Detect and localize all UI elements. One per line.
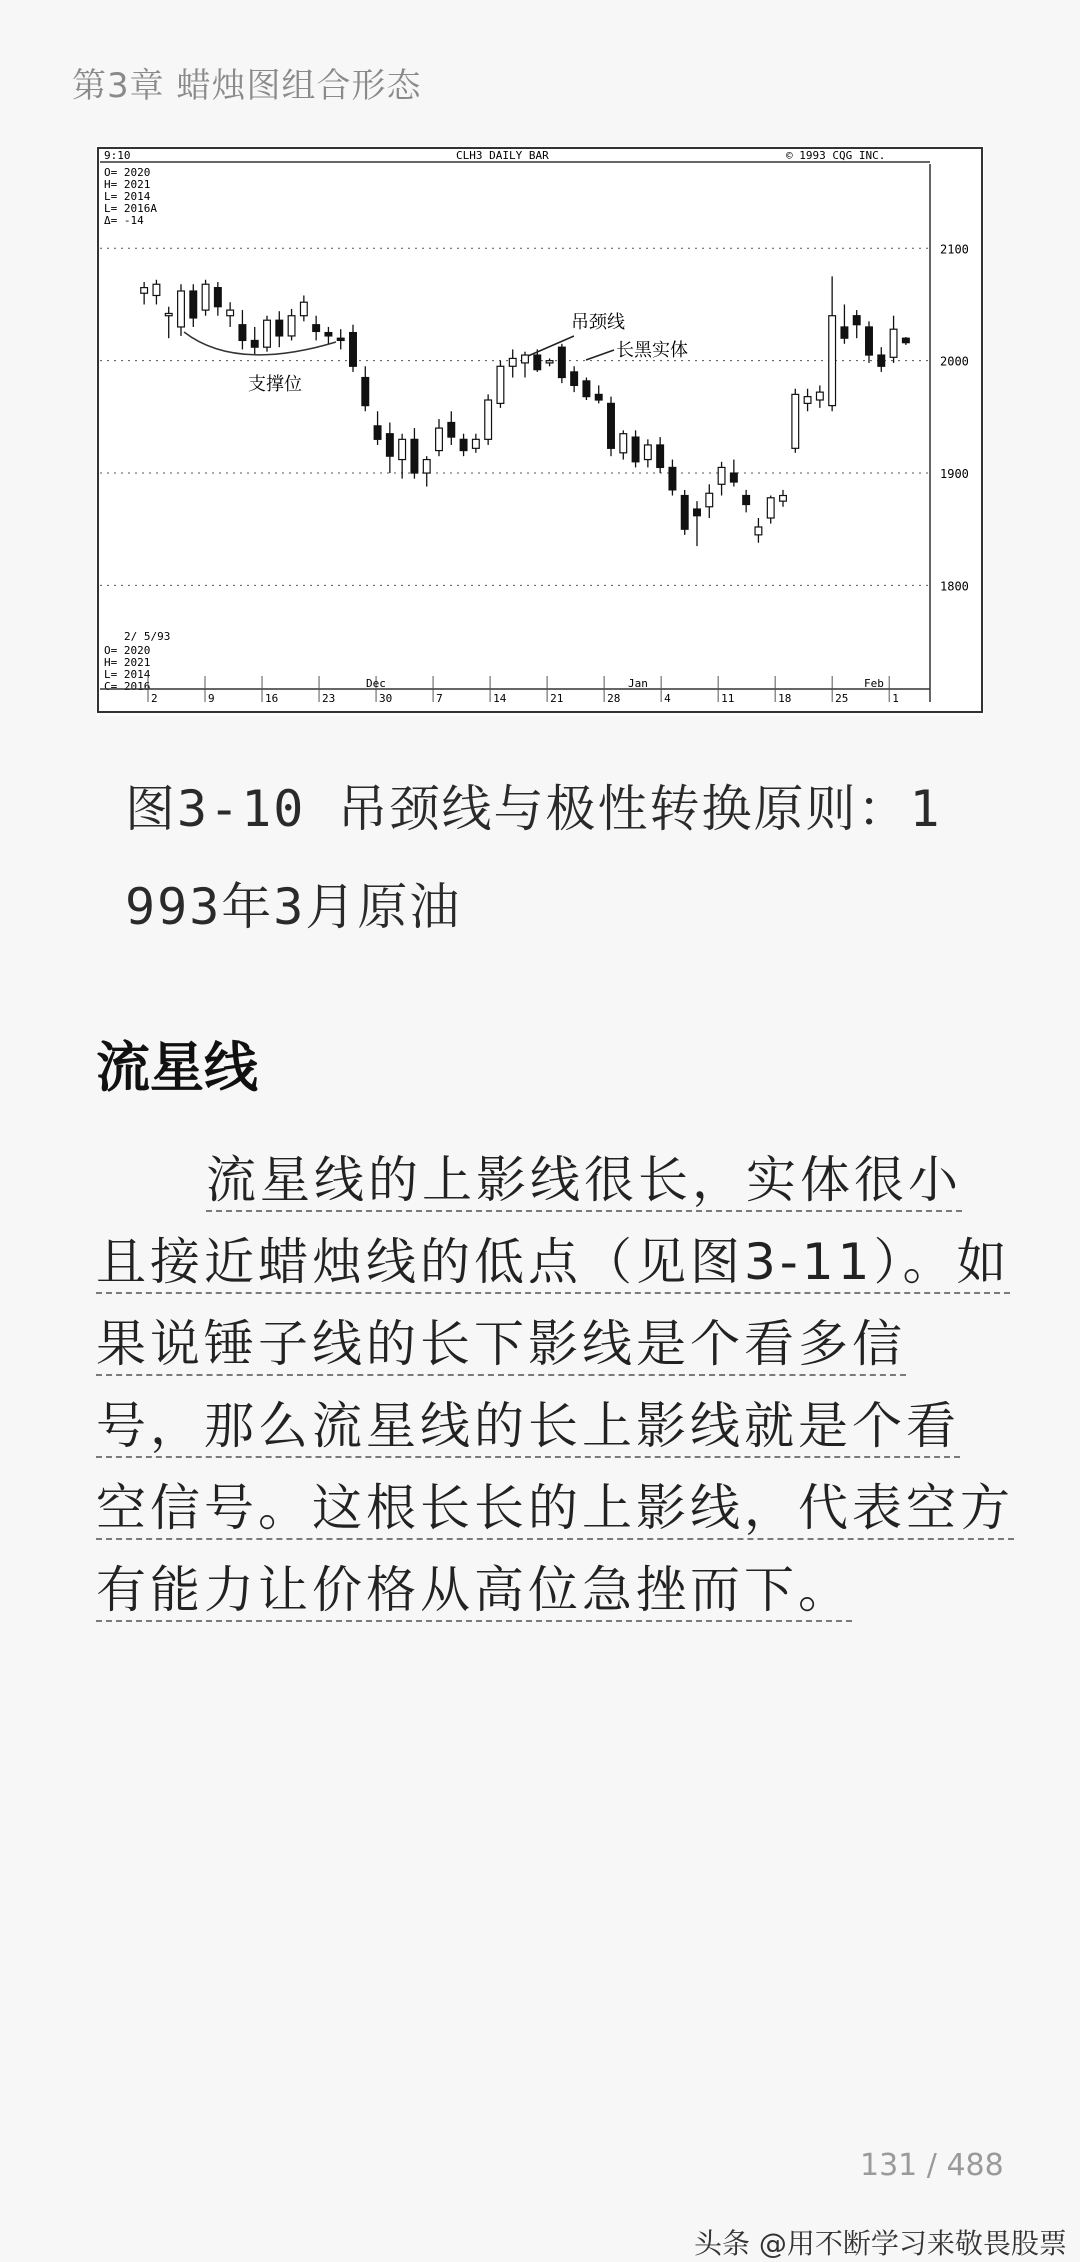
candle-body [436,428,443,450]
candle-body [853,316,860,325]
candle-body [165,313,172,315]
candle-body [202,284,209,310]
paragraph-line: 流星线的上影线很长，实体很小 [206,1150,962,1212]
source-watermark: 头条 @用不断学习来敬畏股票 [694,2227,1067,2260]
candle-body [472,439,479,448]
candle-body [350,333,357,367]
candle-body [534,355,541,370]
candle-body [362,378,369,406]
candle-body [595,394,602,400]
candle-body [743,496,750,505]
x-tick-label: 4 [664,692,671,705]
candlestick-figure [96,146,984,716]
candle-body [227,310,234,316]
y-tick-label: 1900 [940,467,969,482]
candle-body [866,327,873,355]
paragraph-line: 有能力让价格从高位急挫而下。 [96,1560,852,1622]
candle-body [608,403,615,448]
x-tick-label: 16 [265,692,279,705]
candle [608,397,615,457]
x-tick-label: 23 [322,692,336,705]
support-label: 支撑位 [248,374,302,395]
x-tick-label: 1 [892,692,899,705]
candle-body [694,509,701,516]
candle [497,361,504,408]
x-tick-label: 11 [721,692,735,705]
candle-body [804,397,811,404]
candle-body [300,302,307,315]
chart-frame [98,148,982,712]
y-tick-label: 2100 [940,242,969,257]
candle-body [583,381,590,397]
candle-body [780,496,787,502]
stat-label: O= 2020 [104,166,151,179]
x-tick-label: 21 [550,692,564,705]
candle-body [792,394,799,448]
candle-body [178,291,185,327]
candle-body [153,284,160,295]
candle-body [337,338,344,340]
paragraph-line: 果说锤子线的长下影线是个看多信 [96,1314,906,1376]
candle-body [411,439,418,473]
candle-body [141,288,148,294]
candle-body [730,473,737,482]
candle-body [276,320,283,336]
paragraph-line: 且接近蜡烛线的低点（见图3-11）。如 [96,1232,1010,1294]
x-tick-label: 9 [208,692,215,705]
candle [681,490,688,535]
stat-label: C= 2016 [104,680,151,693]
chart-title: CLH3 DAILY BAR [456,149,549,162]
candle-body [288,316,295,336]
month-label: Dec [366,677,386,690]
candle-body [423,460,430,473]
candle-body [325,333,332,336]
paragraph-line: 号，那么流星线的长上影线就是个看 [96,1396,960,1458]
x-tick-label: 18 [778,692,792,705]
candle-body [706,493,713,506]
candle-body [632,437,639,462]
candle-body [239,325,246,341]
y-tick-label: 2000 [940,354,969,369]
stats-bottom-block [104,644,151,693]
x-tick-label: 2 [151,692,158,705]
section-title: 流星线 [96,1036,258,1099]
caption-line-1: 图3-10 吊颈线与极性转换原则：1 [125,780,942,838]
candle [202,280,209,316]
candle-body [620,434,627,453]
candle-body [546,361,553,363]
candle-body [509,358,516,366]
candle-body [264,320,271,347]
candle-body [214,288,221,307]
stat-label: Δ= -14 [104,214,144,227]
hanging-man-label: 吊颈线 [571,312,625,333]
candle-body [251,340,258,347]
month-label: Jan [628,677,648,690]
y-tick-label: 1800 [940,579,969,594]
chart-date-label: 2/ 5/93 [124,630,171,643]
candle-body [718,467,725,484]
candle-body [497,366,504,403]
x-tick-label: 25 [835,692,849,705]
candle-body [841,327,848,338]
candle-body [681,496,688,530]
stat-label: O= 2020 [104,644,151,657]
candle [264,316,271,352]
candle-body [669,467,676,489]
stat-label: L= 2016A [104,202,157,215]
candle-body [644,445,651,460]
candle-body [386,434,393,456]
stat-label: H= 2021 [104,178,151,191]
candle-body [190,291,197,318]
candle-body [374,426,381,439]
stat-label: L= 2014 [104,190,151,203]
chart-time-label: 9:10 [104,149,131,162]
x-tick-label: 30 [379,692,393,705]
x-tick-label: 14 [493,692,507,705]
long-black-label: 长黑实体 [616,340,688,361]
candle-body [829,316,836,406]
page-indicator: 131 / 488 [860,2148,1004,2183]
candle [558,344,565,383]
chart-copyright: © 1993 CQG INC. [786,149,886,162]
candle-body [522,355,529,363]
candle-body [767,498,774,518]
caption-line-2: 993年3月原油 [125,878,462,936]
figure-caption [125,760,975,956]
candle-body [313,325,320,332]
candle-body [755,527,762,535]
x-tick-label: 7 [436,692,443,705]
candle-body [878,355,885,366]
stat-label: L= 2014 [104,668,151,681]
candle-body [399,439,406,459]
candle-body [657,445,664,467]
candle-body [816,392,823,400]
candle-body [460,439,467,450]
candle [792,389,799,453]
candle-body [902,338,909,342]
candle-body [571,372,578,385]
candle-body [448,422,455,437]
candle-body [890,329,897,357]
paragraph-line: 空信号。这根长长的上影线，代表空方 [96,1478,1014,1540]
candlestick-chart [96,146,984,716]
month-label: Feb [864,677,884,690]
candle-body [485,400,492,439]
candle [583,378,590,400]
chapter-header: 第3章 蜡烛图组合形态 [72,66,422,106]
stat-label: H= 2021 [104,656,151,669]
candle-body [558,347,565,377]
x-tick-label: 28 [607,692,621,705]
candle [485,394,492,445]
